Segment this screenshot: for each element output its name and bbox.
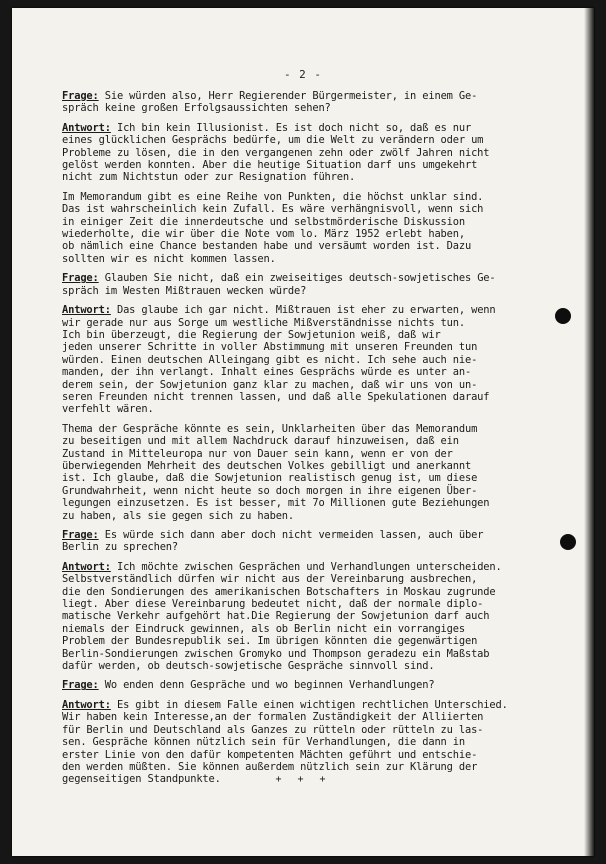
text-line: Selbstverständlich dürfen wir nicht aus der Vereinbarung ausbrechen, [62, 573, 478, 586]
text-line: nicht zum Nichtstun oder zur Resignation führen. [62, 171, 356, 184]
text-line: Problem der Bundesrepublik sei. Im übrigen könnten die gegenwärtigen [62, 635, 478, 648]
text-line: für Berlin und Deutschland als Ganzes zu rütteln oder rütteln zu las- [62, 723, 484, 736]
text-line: spräch im Westen Mißtrauen wecken würde? [62, 284, 307, 297]
text-line: Das ist wahrscheinlich kein Zufall. Es wäre verhängnisvoll, wenn sich [62, 203, 484, 216]
text-line [62, 561, 584, 573]
answer-label: Antwort: [62, 698, 111, 711]
question-label: Frage: [62, 90, 99, 102]
page-edge-shadow [584, 8, 594, 856]
answer-label: Antwort: [62, 304, 111, 317]
text-line: derem sein, der Sowjetunion ganz klar zu machen, daß wir uns von un- [62, 378, 478, 391]
answer-block [62, 699, 584, 786]
text-line: spräch keine großen Erfolgsaussichten sehen? [62, 102, 331, 115]
punch-hole-lower [560, 534, 576, 550]
answer-label: Antwort: [62, 121, 111, 134]
line-text: Glauben Sie nicht, daß ein zweiseitiges deutsch-sowjetisches Ge- [104, 272, 496, 285]
line-text: Das glaube ich gar nicht. Mißtrauen ist eher zu erwarten, wenn [116, 304, 496, 317]
text-line: Im Memorandum gibt es eine Reihe von Punkten, die höchst unklar sind. [62, 190, 484, 203]
text-line: legungen einzusetzen. Es ist besser, mit 7o Millionen gute Beziehungen [62, 497, 490, 510]
question-label: Frage: [62, 679, 99, 692]
question-label: Frage: [62, 272, 99, 285]
page-number: - 2 - [283, 68, 323, 81]
text-line: eines glücklichen Gesprächs bedürfe, um die Welt zu verändern oder um [62, 134, 484, 147]
question-label: Frage: [62, 529, 99, 541]
text-line: jeden unserer Schritte in voller Abstimmung mit unseren Freunden tun [62, 341, 478, 354]
text-line: Ich bin überzeugt, die Regierung der Sowjetunion weiß, daß wir [62, 328, 441, 341]
punch-hole-upper [555, 308, 571, 324]
question-block [62, 529, 584, 554]
text-line [62, 679, 584, 691]
text-line: wiederholte, die wir über die Note vom lo. März 1952 erlebt haben, [62, 228, 465, 241]
text-line: zu beseitigen und mit allem Nachdruck darauf hinzuweisen, daß ein [62, 435, 459, 448]
text-line: Thema der Gespräche könnte es sein, Unklarheiten über das Memorandum [62, 422, 478, 435]
document-page [12, 8, 594, 856]
line-text: Es würde sich dann aber doch nicht vermeiden lassen, auch über [104, 529, 484, 541]
text-line: die den Sondierungen des amerikanischen Botschafters in Moskau zugrunde [62, 585, 496, 598]
text-line: matische Verkehr aufgehört hat.Die Regierung der Sowjetunion darf auch [62, 610, 490, 623]
interview-text [62, 90, 584, 793]
text-line: gegenseitigen Standpunkte. [62, 773, 221, 786]
text-line: ist. Ich glaube, daß die Sowjetunion realistisch genug ist, um diese [62, 472, 478, 485]
paragraph-block [62, 423, 584, 522]
answer-block [62, 561, 584, 673]
text-line: gelöst werden konnten. Aber die heutige Situation darf uns umgekehrt [62, 159, 478, 172]
text-line [62, 90, 584, 102]
end-mark: + + + [275, 774, 331, 785]
text-line: dafür werden, ob deutsch-sowjetische Gespräche sinnvoll sind. [62, 660, 435, 673]
text-line: manden, der ihn verlangt. Inhalt eines Gesprächs würde es unter an- [62, 366, 472, 379]
text-line: liegt. Aber diese Vereinbarung bedeutet nicht, daß der normale diplo- [62, 598, 484, 611]
text-line: niemals der Eindruck gewinnen, als ob Berlin nicht ein vorrangiges [62, 622, 465, 635]
text-line [62, 272, 584, 284]
answer-label: Antwort: [62, 560, 111, 573]
text-line: erster Linie von den dafür kompetenten Mächten geführt und entschie- [62, 748, 478, 761]
text-line: verfehlt wären. [62, 403, 154, 416]
line-text: Es gibt in diesem Falle einen wichtigen rechtlichen Unterschied. [116, 698, 508, 711]
question-block [62, 272, 584, 297]
text-line: wir gerade nur aus Sorge um westliche Mißverständnisse nichts tun. [62, 316, 465, 329]
text-line: ob nämlich eine Chance bestanden habe und versäumt worden ist. Dazu [62, 240, 472, 253]
text-line [62, 699, 584, 711]
question-block [62, 679, 584, 691]
text-line [62, 529, 584, 541]
text-line: Grundwahrheit, wenn nicht heute so doch morgen in ihre eigenen Über- [62, 484, 478, 497]
question-block [62, 90, 584, 115]
line-text: Ich möchte zwischen Gesprächen und Verhandlungen unterscheiden. [116, 560, 502, 573]
text-line: Berlin zu sprechen? [62, 541, 179, 554]
line-text: Wo enden denn Gespräche und wo beginnen Verhandlungen? [104, 679, 435, 692]
text-line: seren Freunden nicht trennen lassen, und daß alle Spekulationen darauf [62, 390, 490, 403]
line-text: Ich bin kein Illusionist. Es ist doch nicht so, daß es nur [116, 121, 472, 134]
text-line: würden. Einen deutschen Alleingang gibt es nicht. Ich sehe auch nie- [62, 353, 478, 366]
text-line: den werden müßten. Sie können außerdem nützlich sein zur Klärung der [62, 760, 478, 773]
text-line: Probleme zu lösen, die in den vergangenen zehn oder zwölf Jahren nicht [62, 146, 490, 159]
text-line: überwiegenden Mehrheit des deutschen Volkes gebilligt und anerkannt [62, 459, 472, 472]
line-text: Sie würden also, Herr Regierender Bürgermeister, in einem Ge- [104, 90, 478, 102]
text-line: in einiger Zeit die innerdeutsche und selbstmörderische Diskussion [62, 215, 465, 228]
answer-block [62, 304, 584, 416]
text-line: Wir haben kein Interesse,an der formalen Zuständigkeit der Alliierten [62, 711, 484, 724]
text-line: Zustand in Mitteleuropa nur von Dauer sein kann, wenn er von der [62, 447, 453, 460]
text-line [62, 122, 584, 134]
answer-block [62, 122, 584, 184]
text-line [62, 304, 584, 316]
text-line: Berlin-Sondierungen zwischen Gromyko und Thompson geradezu ein Maßstab [62, 647, 490, 660]
text-line: zu haben, als sie gegen sich zu haben. [62, 509, 295, 522]
text-line: sen. Gespräche können nützlich sein für Verhandlungen, die dann in [62, 736, 465, 749]
text-line: sollten wir es nicht kommen lassen. [62, 252, 276, 265]
paragraph-block [62, 191, 584, 265]
